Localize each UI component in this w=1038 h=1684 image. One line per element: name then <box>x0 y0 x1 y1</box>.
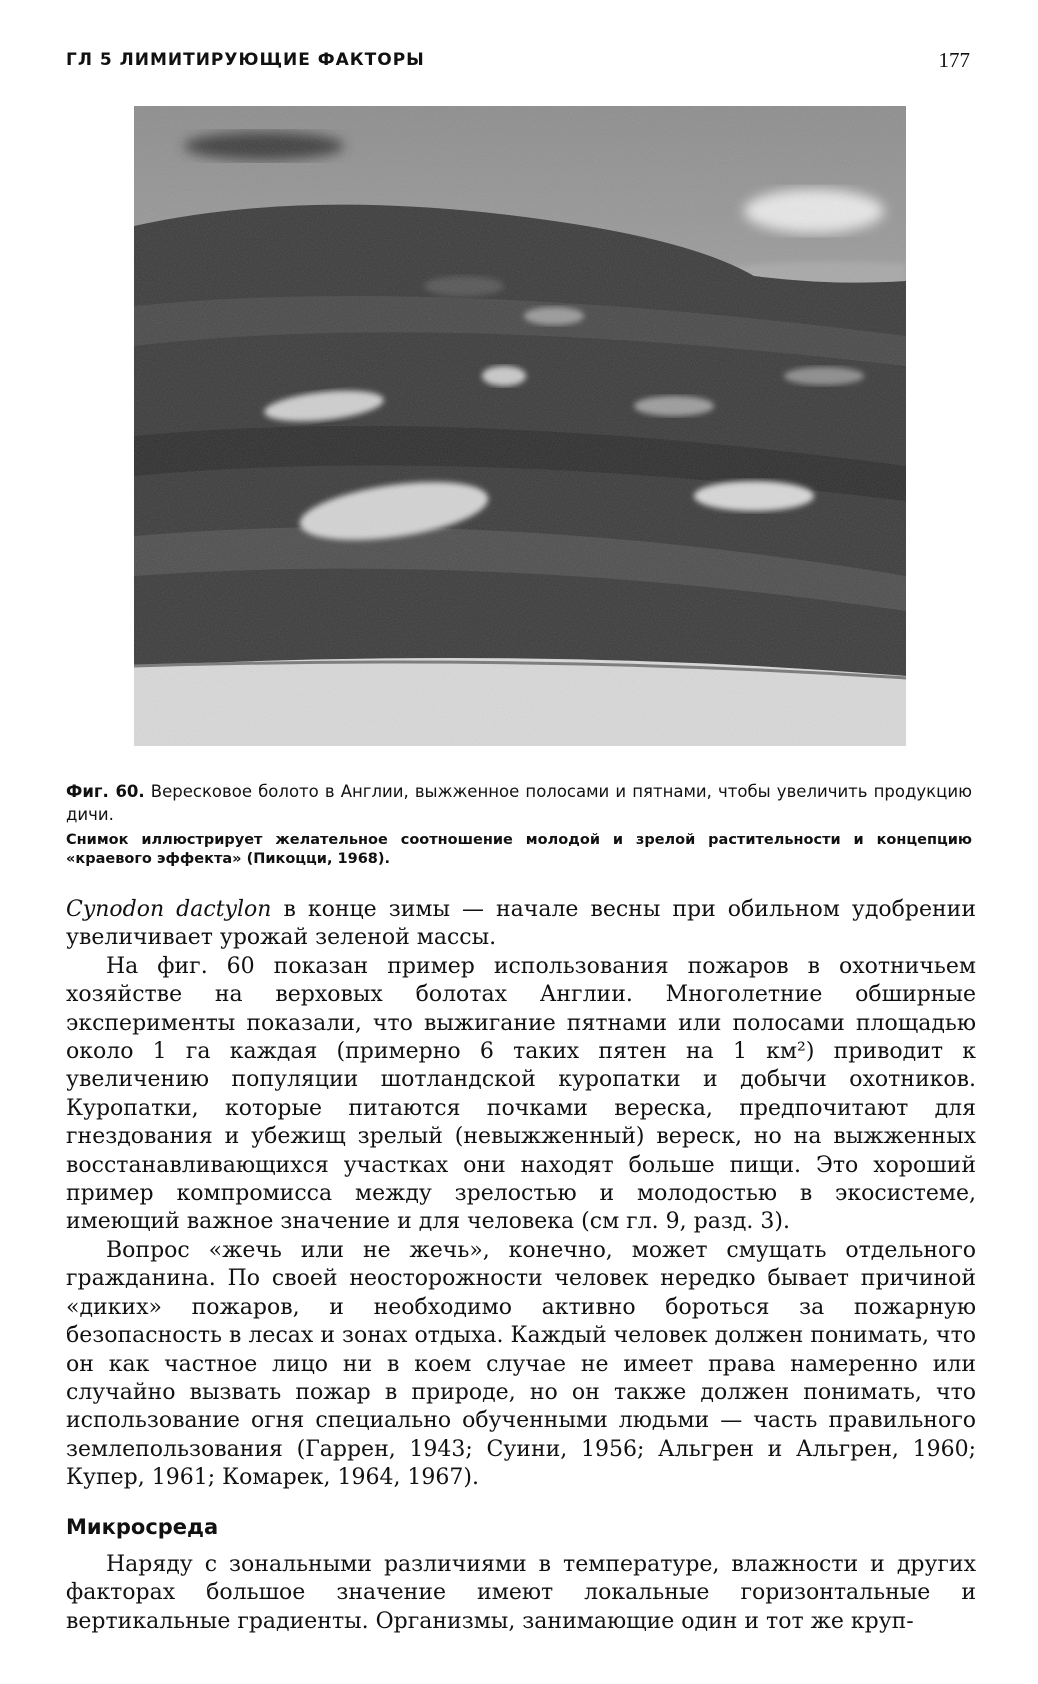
paragraph-2: На фиг. 60 показан пример использования пожаров в охотничьем хозяйстве на верховых болотах Англии. Многолетние обширные эксперименты показали, что выжигание пятнами или полосами площадью около 1 га каждая (примерно 6 таких пятен на 1 км²) приводит к увеличению популяции шотландской куропатки и добычи охотников. Куропатки, которые питаются почками вереска, предпочитают для гнездования и убежищ зрелый (невыжженный) вереск, но на выжженных восстанавливающихся участках они находят больше пищи. Это хороший пример компромисса между зрелостью и молодостью в экосистеме, имеющий важное значение и для человека (см гл. 9, разд. 3). <box>66 953 976 1235</box>
paragraph-3: Вопрос «жечь или не жечь», конечно, может смущать отдельного гражданина. По своей неосторожности человек нередко бывает причиной «диких» пожаров, и необходимо активно бороться за пожарную безопасность в лесах и зонах отдыха. Каждый человек должен понимать, что он как частное лицо ни в коем случае не имеет права намеренно или случайно вызвать пожар в природе, но он также должен понимать, что использование огня специально обученными людьми — часть правильного землепользования (Гаррен, 1943; Суини, 1956; Альгрен и Альгрен, 1960; Купер, 1961; Комарек, 1964, 1967). <box>66 1237 976 1491</box>
section-paragraph-1: Наряду с зональными различиями в температуре, влажности и других факторах большое значение имеют локальные горизонтальные и вертикальные градиенты. Организмы, занимающие один и тот же круп- <box>66 1552 976 1634</box>
section-body <box>66 1551 976 1636</box>
body-text <box>66 896 976 1493</box>
caption-main <box>66 780 972 826</box>
caption-text: Вересковое болото в Англии, выжженное полосами и пятнами, чтобы увеличить продукцию дичи. <box>66 782 972 824</box>
page-number: 177 <box>938 48 970 72</box>
moorland-photo <box>134 106 906 746</box>
figure-caption <box>66 780 972 869</box>
paragraph-1 <box>66 896 976 953</box>
species-name: Cynodon dactylon <box>66 897 272 922</box>
section-heading: Микросреда <box>66 1515 219 1539</box>
paragraph-1-text: в конце зимы — начале весны при обильном удобрении увеличивает урожай зеленой массы. <box>66 897 976 951</box>
page-header <box>66 50 970 78</box>
caption-subtext: Снимок иллюстрирует желательное соотношение молодой и зрелой растительности и концепцию «краевого эффекта» (Пикоцци, 1968). <box>66 832 972 867</box>
running-head: ГЛ 5 ЛИМИТИРУЮЩИЕ ФАКТОРЫ <box>66 50 425 70</box>
figure-label: Фиг. 60. <box>66 782 145 801</box>
